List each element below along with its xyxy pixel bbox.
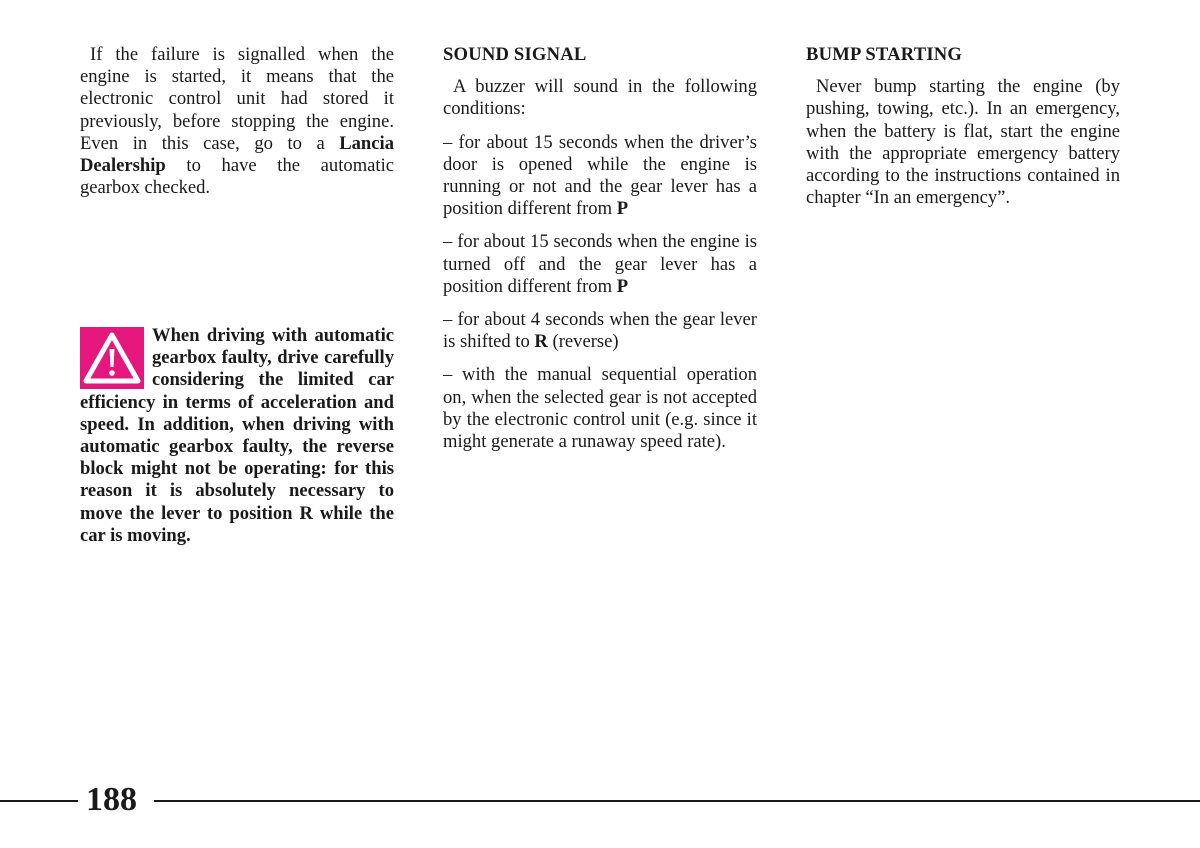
column-middle	[443, 44, 757, 464]
condition-text: – for about 15 seconds when the engine is turned off and the gear lever has a position different from	[443, 231, 757, 297]
bump-starting-text: Never bump starting the engine (by pushing, towing, etc.). In an emergency, when the battery is flat, start the engine with the appropriate emergency battery according to the instructions contained in chapter “In an emergency”.	[806, 76, 1120, 209]
column-left	[80, 44, 394, 210]
paragraph-text-end: to have the automatic gearbox checked.	[80, 155, 394, 199]
page-number: 188	[86, 781, 137, 818]
gear-letter: R	[534, 331, 548, 353]
condition-text-end: (reverse)	[547, 331, 619, 353]
gear-letter: P	[616, 198, 629, 220]
gearbox-failure-paragraph	[80, 44, 394, 199]
gear-letter: P	[616, 275, 629, 297]
footer-rule-right	[154, 800, 1200, 802]
condition-text: – for about 15 seconds when the driver’s door is opened while the engine is running or not and the gear lever has a position different from	[443, 131, 757, 220]
column-right	[806, 44, 1120, 220]
warning-text: When driving with automatic gearbox faulty, drive carefully considering the limited car efficiency in terms of acceleration and speed. In addition, when driving with automatic gearbox faulty, the reverse block might not be operating: for this reason it is absolutely necessary to move the lever to position R while the car is moving.	[80, 325, 394, 546]
condition-item-2	[443, 231, 757, 298]
paragraph-text: If the failure is signalled when the engine is started, it means that the electronic control unit had stored it previously, before stopping the engine. Even in this case, go to a	[80, 44, 394, 154]
bump-starting-heading: BUMP STARTING	[806, 44, 963, 65]
warning-triangle-icon	[80, 327, 144, 389]
sound-signal-heading: SOUND SIGNAL	[443, 44, 587, 65]
sound-signal-intro: A buzzer will sound in the following conditions:	[443, 76, 757, 120]
footer-rule-left	[0, 800, 78, 802]
condition-item-1	[443, 132, 757, 221]
page-footer	[0, 780, 1200, 820]
dealership-emphasis: Lancia Dealership	[80, 132, 394, 177]
condition-item-3	[443, 309, 757, 353]
condition-text: – for about 4 seconds when the gear lever is shifted to	[443, 309, 757, 353]
condition-item-4: – with the manual sequential operation on, when the selected gear is not accepted by the electronic control unit (e.g. since it might generate a runaway speed rate).	[443, 364, 757, 453]
warning-block	[80, 325, 394, 547]
